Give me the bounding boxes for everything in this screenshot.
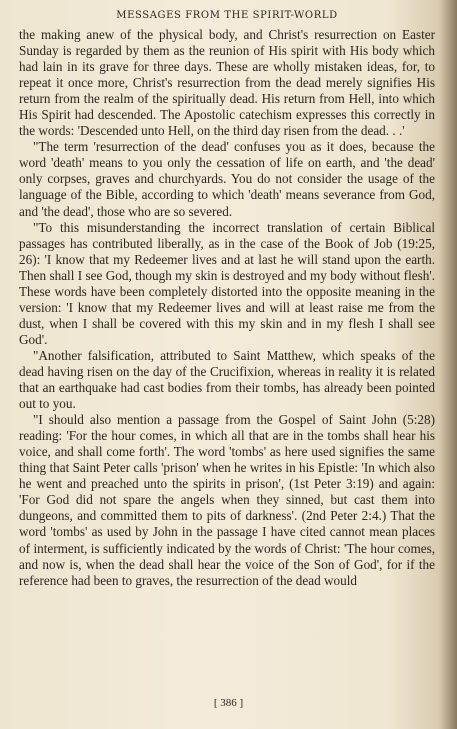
paragraph-2: "The term 'resurrection of the dead' confuses you as it does, because the word 'death' means to you only the cessation of life on earth, and 'the dead' only corpses, graves and churchyards. You do not consider the usage of the language of the Bible, according to which 'death' means severance from God, and 'the dead', those who are so severed. bbox=[19, 139, 435, 219]
body-text bbox=[19, 27, 435, 589]
paragraph-5: "I should also mention a passage from the Gospel of Saint John (5:28) reading: 'For the hour comes, in which all that are in the tombs shall hear his voice, and shall come forth'. The word 'tombs' as here used signifies the same thing that Saint Peter calls 'prison' when he writes in his Epistle: 'In which also he went and preached unto the spirits in prison', (1st Peter 3:19) and again: 'For God did not spare the angels when they sinned, but cast them into dungeons, and committed them to pits of darkness'. (2nd Peter 2:4.) That the word 'tombs' as used by John in the passage I have cited cannot mean places of interment, is sufficiently indicated by the words of Christ: 'The hour comes, and now is, when the dead shall hear the voice of the Son of God', for if the reference had been to graves, the resurrection of the dead would bbox=[19, 412, 435, 588]
paragraph-4: "Another falsification, attributed to Saint Matthew, which speaks of the dead having risen on the day of the Crucifixion, whereas in reality it is related that an earthquake had cast bodies from their tombs, has already been pointed out to you. bbox=[19, 347, 435, 412]
paragraph-3: "To this misunderstanding the incorrect translation of certain Biblical passages has contributed liberally, as in the case of the Book of Job (19:25, 26): 'I know that my Redeemer lives and at last he will stand upon the earth. Then shall I see God, though my skin is destroyed and my body without flesh'. These words have been completely distorted into the opposite meaning in the version: 'I know that my Redeemer lives and will at least raise me from the dust, when I shall be covered with this my skin and in my flesh I shall see God'. bbox=[19, 219, 435, 347]
paragraph-1: the making anew of the physical body, and Christ's resurrection on Easter Sunday is regarded by them as the reunion of His spirit with His body which had lain in its grave for three days. These are wholly mistaken ideas, for, to repeat it once more, Christ's resurrection from the dead merely signifies His return from the realm of the spiritually dead. His return from Hell, into which His Spirit had descended. The Apostolic catechism expresses this correctly in the words: 'Descended unto Hell, on the third day risen from the dead. . .' bbox=[19, 27, 435, 139]
page-number: [ 386 ] bbox=[213, 697, 244, 709]
running-head: MESSAGES FROM THE SPIRIT-WORLD bbox=[116, 10, 338, 21]
